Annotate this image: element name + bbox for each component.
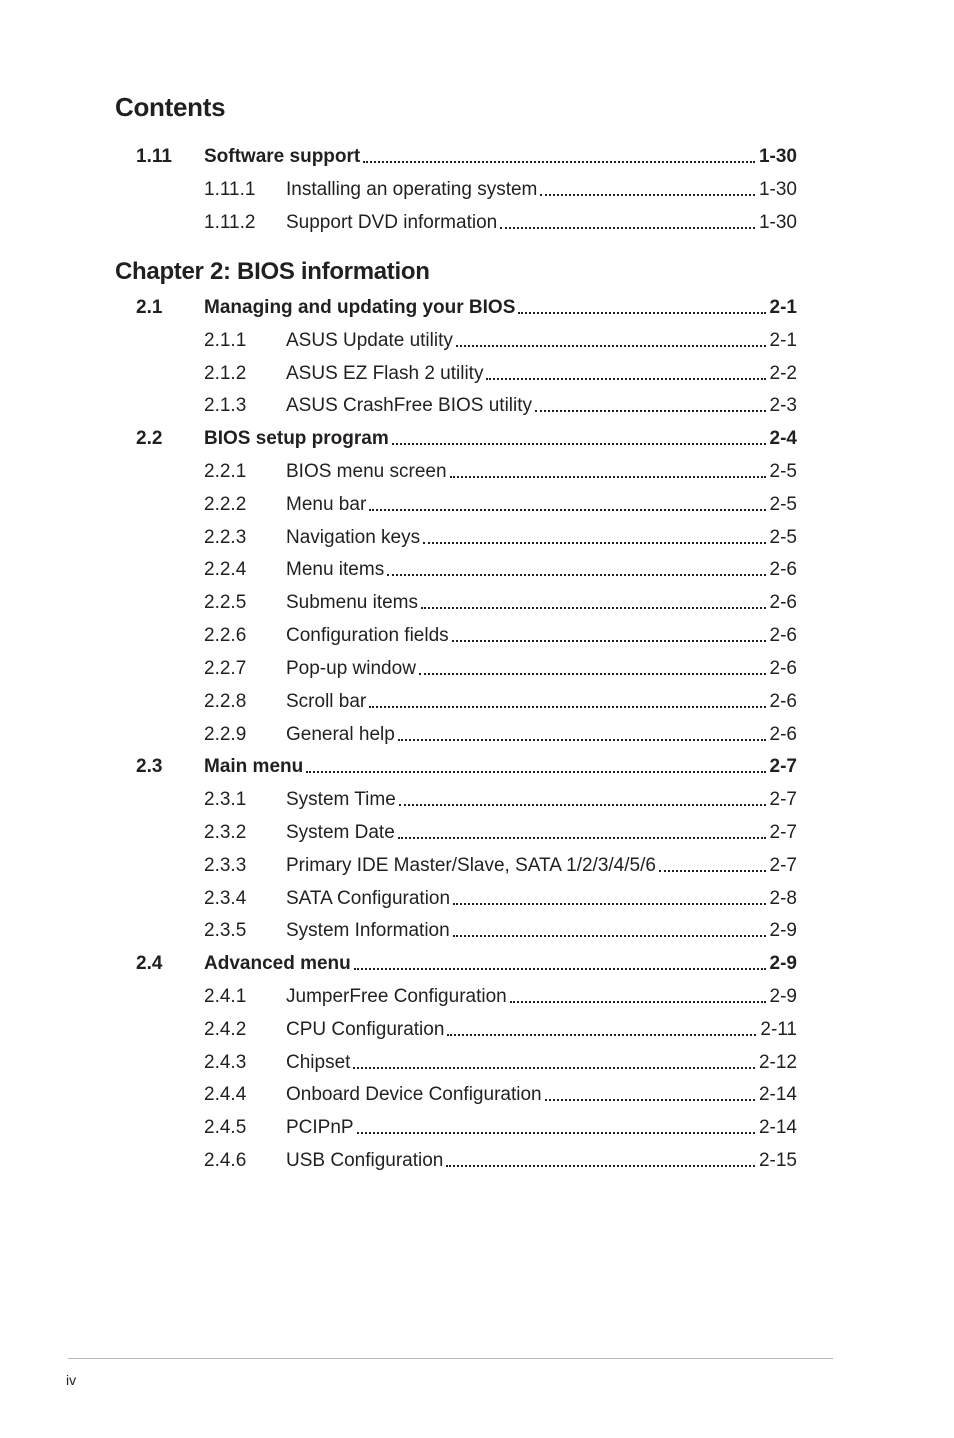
toc-entry-number: 2.2.2: [204, 494, 247, 515]
toc-entry-number: 2.4.6: [204, 1150, 247, 1171]
toc-entry-page: 2-1: [769, 297, 797, 318]
toc-entry-number: 2.2.9: [204, 724, 247, 745]
toc-entry[interactable]: [0, 1116, 954, 1140]
toc-entry-page: 2-4: [769, 428, 797, 449]
dot-leader: [447, 1034, 756, 1036]
toc-entry-number: 2.4.2: [204, 1019, 247, 1040]
toc-entry-title: Configuration fields: [286, 625, 449, 646]
toc-entry[interactable]: [0, 723, 954, 747]
dot-leader: [387, 574, 766, 576]
toc-entry[interactable]: [0, 624, 954, 648]
dot-leader: [354, 968, 766, 970]
toc-entry-title: Installing an operating system: [286, 179, 538, 200]
toc-entry[interactable]: [0, 526, 954, 550]
toc-entry-number: 2.1.1: [204, 330, 247, 351]
toc-entry[interactable]: [0, 394, 954, 418]
toc-entry[interactable]: [0, 887, 954, 911]
toc-entry-number: 2.2.6: [204, 625, 247, 646]
toc-entry[interactable]: [0, 1083, 954, 1107]
toc-entry-number: 2.4.4: [204, 1084, 247, 1105]
toc-entry-number: 2.2: [136, 428, 163, 449]
toc-entry[interactable]: [0, 985, 954, 1009]
toc-entry-page: 2-8: [769, 888, 797, 909]
toc-entry[interactable]: [0, 1018, 954, 1042]
dot-leader: [423, 542, 766, 544]
dot-leader: [419, 673, 766, 675]
toc-entry-title: Pop-up window: [286, 658, 416, 679]
dot-leader: [452, 640, 766, 642]
toc-entry-number: 2.2.8: [204, 691, 247, 712]
toc-entry-page: 2-9: [769, 920, 797, 941]
toc-entry[interactable]: [0, 493, 954, 517]
dot-leader: [510, 1001, 766, 1003]
dot-leader: [363, 161, 755, 163]
toc-entry-number: 2.1.3: [204, 395, 247, 416]
toc-entry-page: 2-7: [769, 789, 797, 810]
dot-leader: [398, 837, 766, 839]
dot-leader: [453, 935, 766, 937]
page-number: iv: [66, 1372, 77, 1388]
toc-entry-title: Support DVD information: [286, 212, 498, 233]
contents-title: Contents: [115, 92, 226, 122]
toc-entry-number: 2.3.2: [204, 822, 247, 843]
dot-leader: [518, 312, 766, 314]
toc-entry[interactable]: [0, 919, 954, 943]
toc-entry[interactable]: [0, 1149, 954, 1173]
toc-entry-number: 2.4.1: [204, 986, 247, 1007]
toc-entry-number: 2.2.4: [204, 559, 247, 580]
toc-entry[interactable]: [0, 178, 954, 202]
dot-leader: [369, 509, 766, 511]
toc-entry-number: 2.4.5: [204, 1117, 247, 1138]
toc-entry-title: JumperFree Configuration: [286, 986, 507, 1007]
toc-entry-number: 2.4: [136, 953, 163, 974]
toc-entry[interactable]: [0, 755, 954, 779]
toc-entry-number: 2.2.3: [204, 527, 247, 548]
toc-entry-page: 2-1: [769, 330, 797, 351]
toc-entry-page: 2-7: [769, 756, 797, 777]
toc-entry-page: 2-12: [758, 1052, 797, 1073]
toc-entry-page: 2-3: [769, 395, 797, 416]
dot-leader: [446, 1165, 755, 1167]
toc-entry-title: Managing and updating your BIOS: [204, 297, 516, 318]
toc-entry-number: 1.11: [136, 146, 172, 167]
toc-entry-page: 2-14: [758, 1117, 797, 1138]
dot-leader: [357, 1132, 755, 1134]
dot-leader: [353, 1067, 755, 1069]
toc-entry-title: ASUS Update utility: [286, 330, 453, 351]
toc-entry-page: 2-6: [769, 658, 797, 679]
dot-leader: [398, 739, 766, 741]
toc-entry-title: Chipset: [286, 1052, 351, 1073]
toc-entry[interactable]: [0, 329, 954, 353]
toc-entry-page: 2-7: [769, 822, 797, 843]
toc-entry[interactable]: [0, 296, 954, 320]
dot-leader: [545, 1099, 755, 1101]
toc-entry-page: 2-6: [769, 691, 797, 712]
toc-entry-page: 2-6: [769, 625, 797, 646]
dot-leader: [456, 345, 766, 347]
toc-entry-title: Submenu items: [286, 592, 419, 613]
dot-leader: [369, 706, 766, 708]
toc-entry-title: Navigation keys: [286, 527, 421, 548]
toc-entry-title: Advanced menu: [204, 953, 351, 974]
toc-entry-number: 2.3.5: [204, 920, 247, 941]
toc-entry-page: 2-2: [769, 363, 797, 384]
toc-entry-title: Primary IDE Master/Slave, SATA 1/2/3/4/5/6: [286, 855, 656, 876]
toc-entry-page: 2-5: [769, 461, 797, 482]
toc-entry-number: 2.3.3: [204, 855, 247, 876]
toc-entry-page: 2-6: [769, 724, 797, 745]
toc-entry-page: 2-9: [769, 953, 797, 974]
footer-rule: [68, 1358, 833, 1359]
toc-entry[interactable]: [0, 690, 954, 714]
toc-entry-number: 2.4.3: [204, 1052, 247, 1073]
toc-entry[interactable]: [0, 821, 954, 845]
toc-entry-title: System Information: [286, 920, 450, 941]
toc-entry-title: BIOS setup program: [204, 428, 389, 449]
toc-entry-title: General help: [286, 724, 395, 745]
dot-leader: [399, 804, 766, 806]
dot-leader: [421, 607, 766, 609]
toc-entry-page: 1-30: [758, 179, 797, 200]
toc-entry-title: ASUS EZ Flash 2 utility: [286, 363, 484, 384]
dot-leader: [306, 771, 766, 773]
toc-entry-number: 2.2.1: [204, 461, 247, 482]
toc-entry-number: 2.3: [136, 756, 163, 777]
toc-entry-title: System Date: [286, 822, 395, 843]
toc-entry[interactable]: [0, 952, 954, 976]
dot-leader: [500, 227, 755, 229]
dot-leader: [535, 410, 766, 412]
toc-entry-title: SATA Configuration: [286, 888, 451, 909]
toc-entry-number: 2.3.1: [204, 789, 247, 810]
toc-entry-page: 2-15: [758, 1150, 797, 1171]
toc-entry-number: 2.2.7: [204, 658, 247, 679]
toc-entry[interactable]: [0, 788, 954, 812]
toc-entry-title: BIOS menu screen: [286, 461, 447, 482]
dot-leader: [659, 870, 766, 872]
toc-entry[interactable]: [0, 854, 954, 878]
toc-entry[interactable]: [0, 362, 954, 386]
toc-entry-number: 2.1.2: [204, 363, 247, 384]
toc-entry[interactable]: [0, 427, 954, 451]
toc-entry-number: 2.3.4: [204, 888, 247, 909]
dot-leader: [486, 378, 766, 380]
toc-entry-title: PCIPnP: [286, 1117, 354, 1138]
toc-entry-page: 2-14: [758, 1084, 797, 1105]
dot-leader: [392, 443, 766, 445]
toc-entry-page: 2-5: [769, 527, 797, 548]
toc-entry[interactable]: [0, 558, 954, 582]
toc-entry-page: 2-6: [769, 592, 797, 613]
toc-entry-title: System Time: [286, 789, 396, 810]
toc-entry-page: 1-30: [758, 212, 797, 233]
toc-entry-number: 1.11.2: [204, 212, 256, 233]
toc-entry-title: Onboard Device Configuration: [286, 1084, 542, 1105]
toc-entry-page: 2-6: [769, 559, 797, 580]
toc-entry-page: 2-7: [769, 855, 797, 876]
dot-leader: [450, 476, 766, 478]
toc-entry[interactable]: [0, 145, 954, 169]
toc-entry-title: ASUS CrashFree BIOS utility: [286, 395, 533, 416]
dot-leader: [540, 194, 755, 196]
toc-entry-page: 2-9: [769, 986, 797, 1007]
toc-entry[interactable]: [0, 1051, 954, 1075]
toc-entry-title: CPU Configuration: [286, 1019, 445, 1040]
dot-leader: [453, 903, 766, 905]
toc-entry-page: 2-11: [760, 1019, 797, 1040]
toc-entry-number: 2.2.5: [204, 592, 247, 613]
toc-entry-page: 2-5: [769, 494, 797, 515]
toc-entry-title: Menu bar: [286, 494, 367, 515]
toc-entry-title: USB Configuration: [286, 1150, 444, 1171]
toc-entry[interactable]: [0, 591, 954, 615]
toc-entry-title: Main menu: [204, 756, 304, 777]
toc-entry[interactable]: [0, 211, 954, 235]
toc-entry-title: Scroll bar: [286, 691, 367, 712]
toc-entry-page: 1-30: [758, 146, 797, 167]
toc-entry-title: Menu items: [286, 559, 385, 580]
toc-entry[interactable]: [0, 657, 954, 681]
toc-entry[interactable]: [0, 460, 954, 484]
toc-entry-number: 1.11.1: [204, 179, 256, 200]
toc-entry-number: 2.1: [136, 297, 163, 318]
toc-entry-title: Software support: [204, 146, 361, 167]
chapter-2-title: Chapter 2: BIOS information: [115, 258, 430, 285]
